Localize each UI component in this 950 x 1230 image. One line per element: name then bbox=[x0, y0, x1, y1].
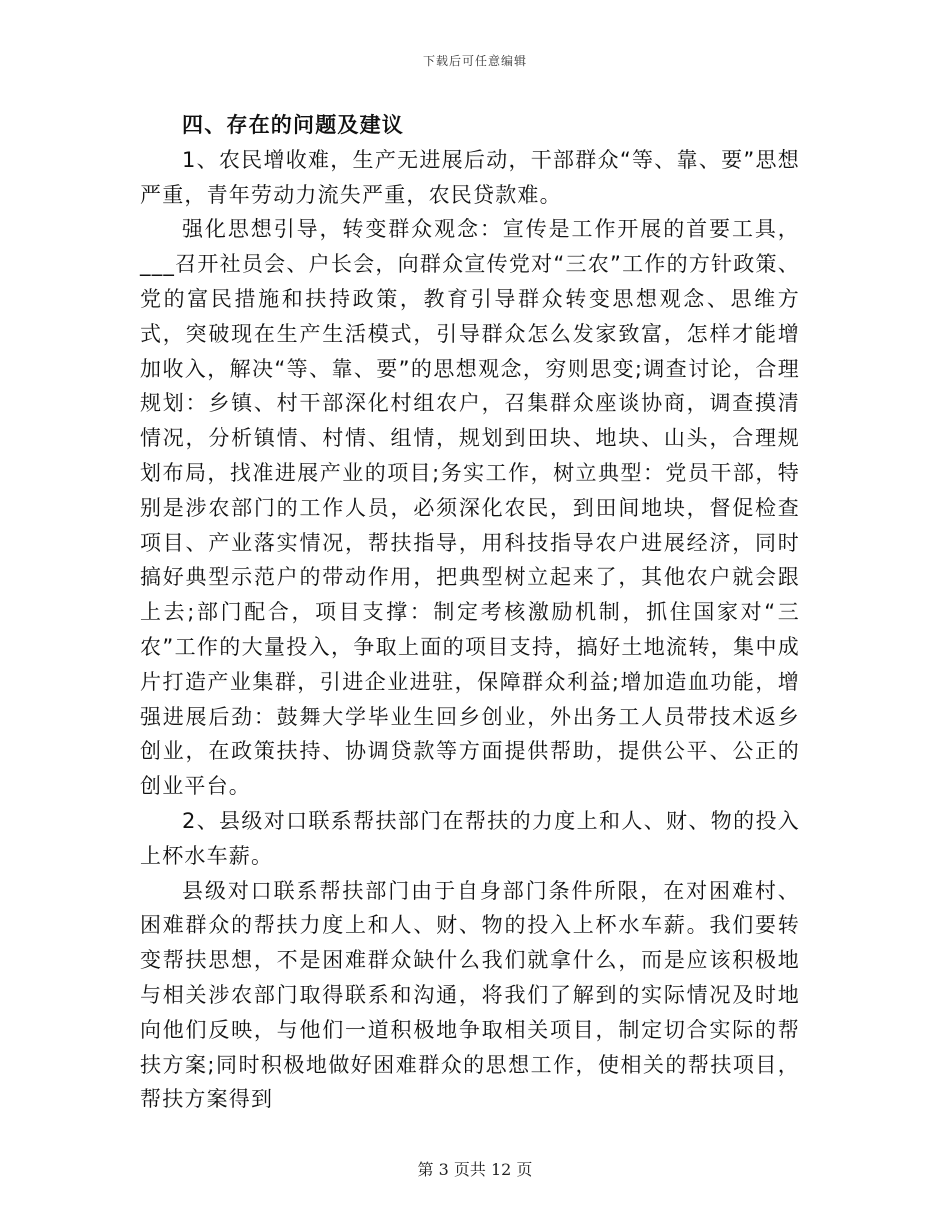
paragraph-issue-1: 1、农民增收难，生产无进展后动，干部群众“等、靠、要”思想严重，青年劳动力流失严重，农民贷款难。 bbox=[140, 147, 800, 207]
section-heading: 四、存在的问题及建议 bbox=[182, 113, 404, 137]
page-number-footer: 第 3 页共 12 页 bbox=[417, 1160, 533, 1179]
page-header: 下载后可任意编辑 bbox=[422, 54, 527, 68]
paragraph-suggestion-2: 县级对口联系帮扶部门由于自身部门条件所限，在对困难村、困难群众的帮扶力度上和人、财、物的投入上杯水车薪。我们要转变帮扶思想，不是困难群众缺什么我们就拿什么，而是应该积极地与相关涉农部门取得联系和沟通，将我们了解到的实际情况及时地向他们反映，与他们一道积极地争取相关项目，制定切合实际的帮扶方案;同时积极地做好困难群众的思想工作，使相关的帮扶项目，帮扶方案得到 bbox=[140, 878, 800, 1112]
paragraph-issue-2: 2、县级对口联系帮扶部门在帮扶的力度上和人、财、物的投入上杯水车薪。 bbox=[140, 808, 800, 868]
paragraph-suggestion-1: 强化思想引导，转变群众观念：宣传是工作开展的首要工具，___召开社员会、户长会，向群众宣传党对“三农”工作的方针政策、党的富民措施和扶持政策，教育引导群众转变思想观念、思维方式，突破现在生产生活模式，引导群众怎么发家致富，怎样才能增加收入，解决“等、靠、要”的思想观念，穷则思变;调查讨论，合理规划：乡镇、村干部深化村组农户，召集群众座谈协商，调查摸清情况，分析镇情、村情、组情，规划到田块、地块、山头，合理规划布局，找准进展产业的项目;务实工作，树立典型：党员干部，特别是涉农部门的工作人员，必须深化农民，到田间地块，督促检查项目、产业落实情况，帮扶指导，用科技指导农户进展经济，同时搞好典型示范户的带动作用，把典型树立起来了，其他农户就会跟上去;部门配合，项目支撑：制定考核激励机制，抓住国家对“三农”工作的大量投入，争取上面的项目支持，搞好土地流转，集中成片打造产业集群，引进企业进驻，保障群众利益;增加造血功能，增强进展后劲：鼓舞大学毕业生回乡创业，外出务工人员带技术返乡创业，在政策扶持、协调贷款等方面提供帮助，提供公平、公正的创业平台。 bbox=[140, 217, 800, 799]
document-body bbox=[140, 108, 800, 1117]
